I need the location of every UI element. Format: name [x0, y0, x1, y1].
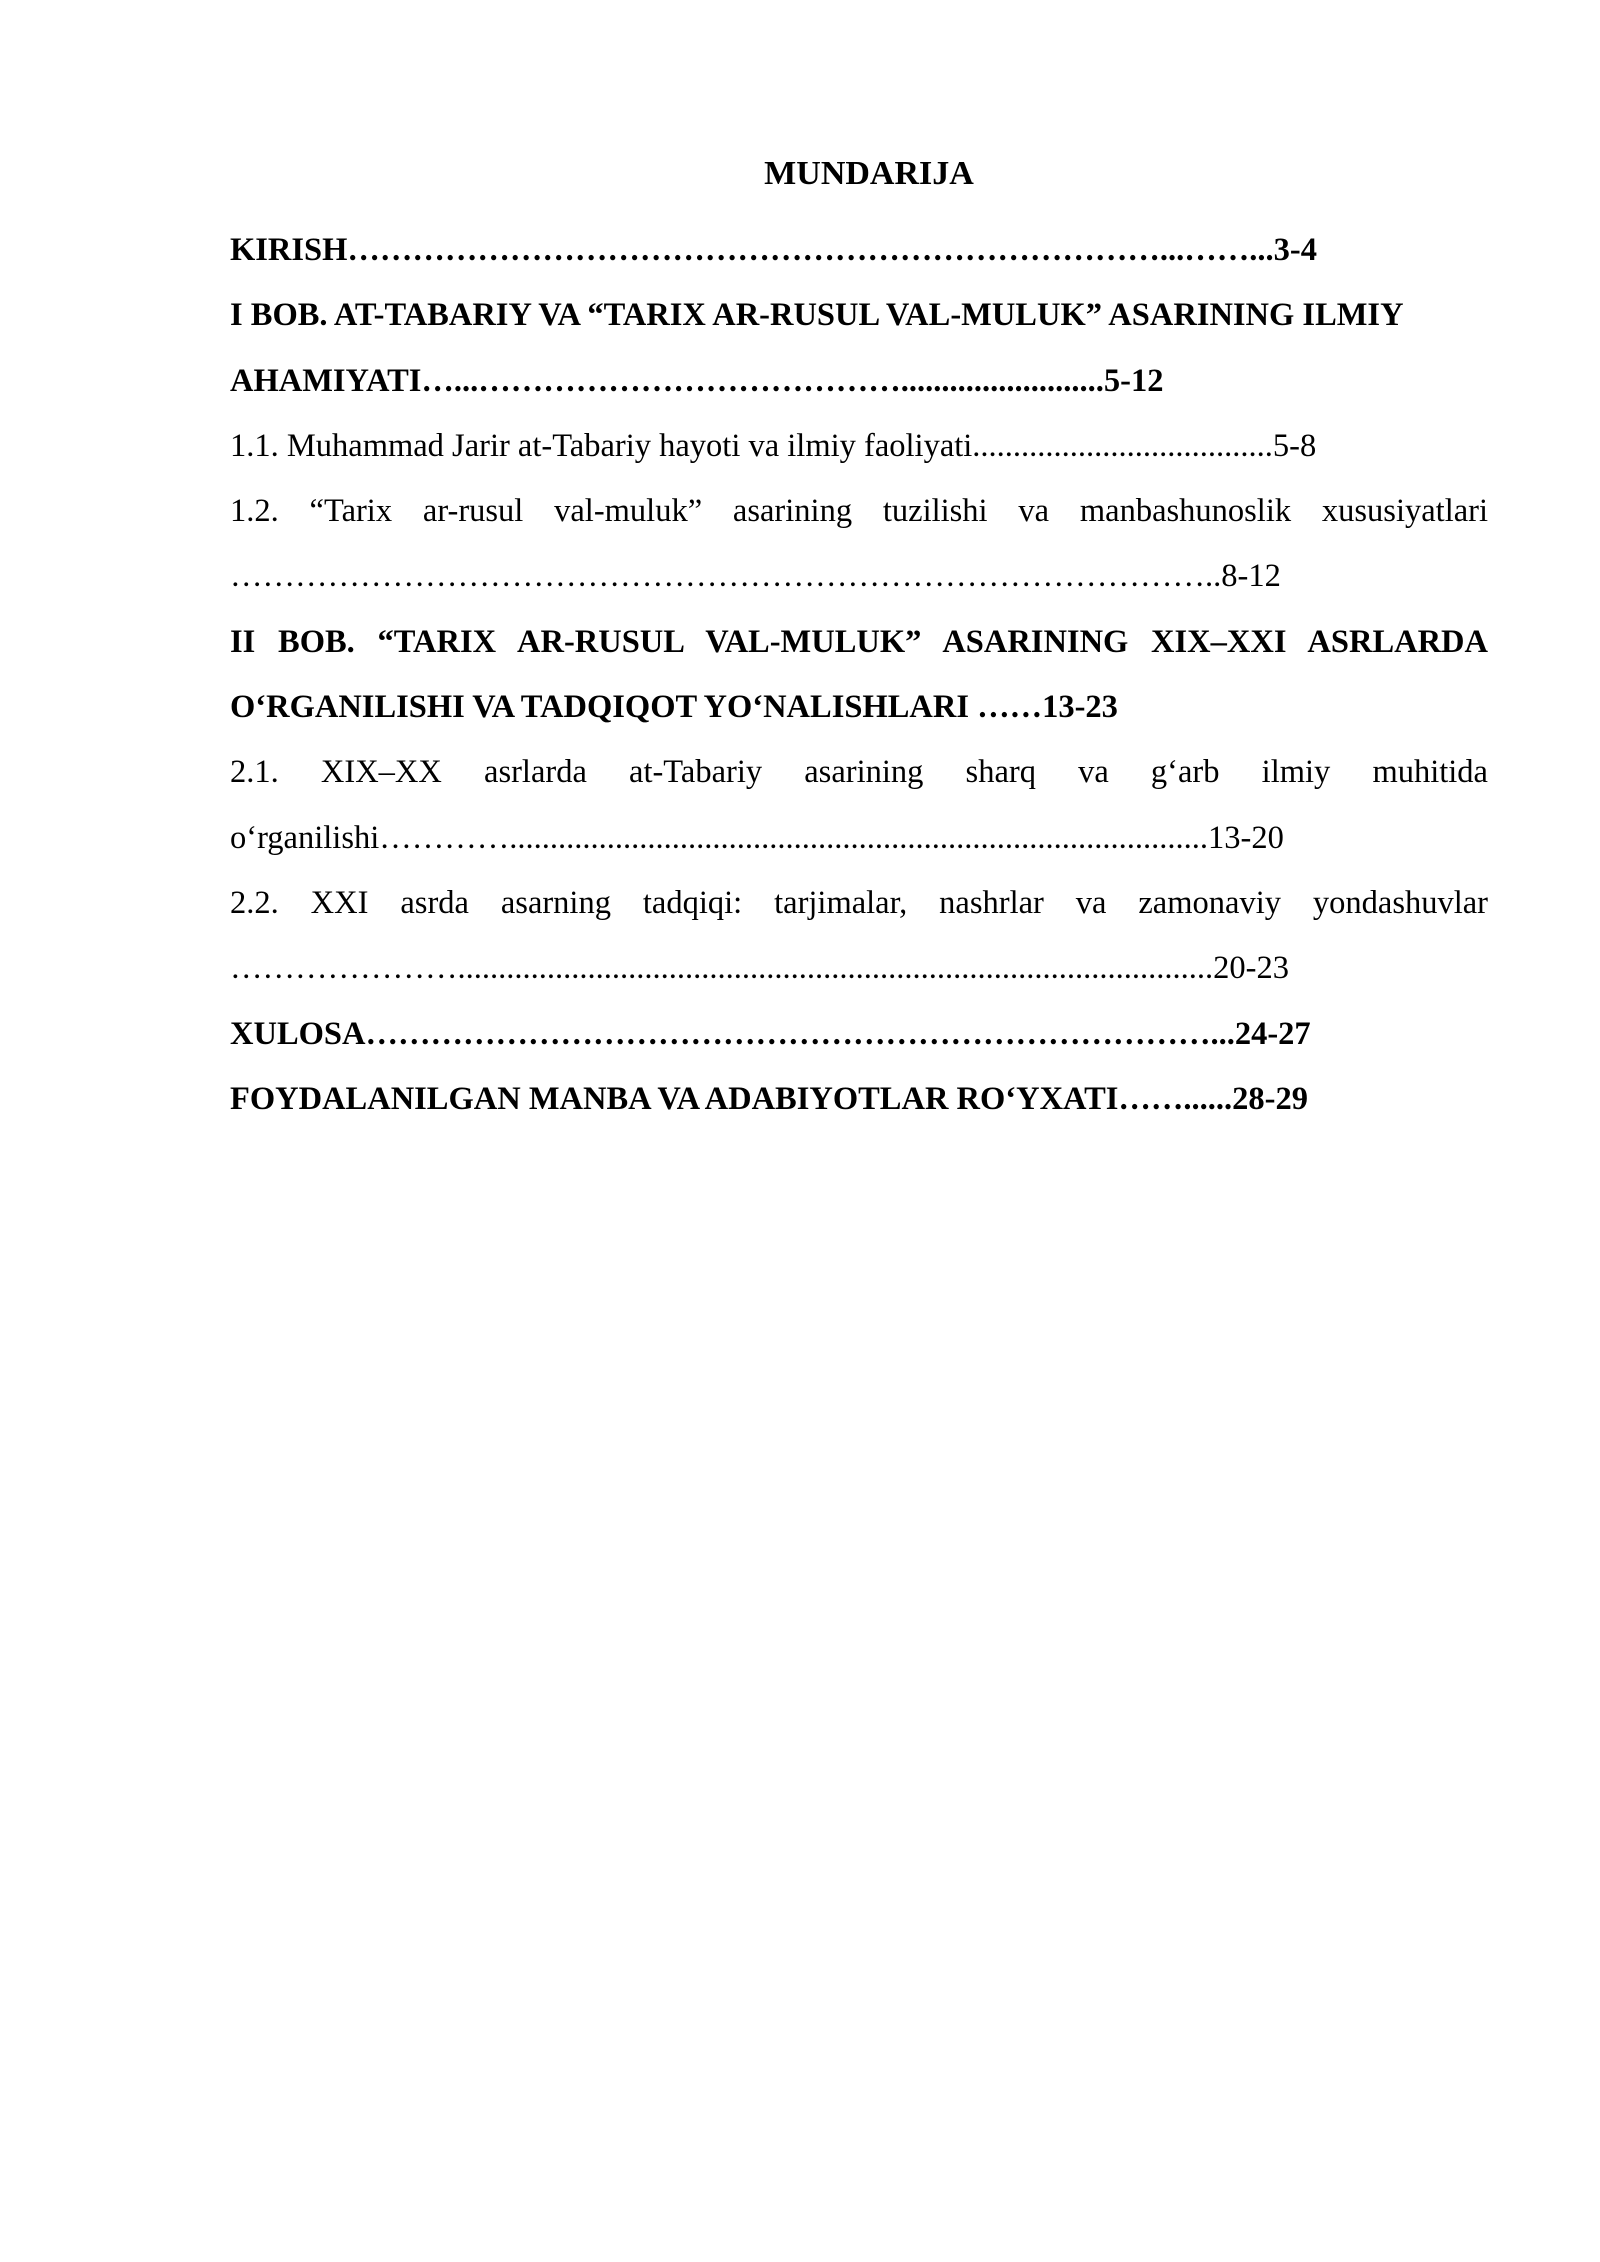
toc-entry-section-2-2: 2.2. XXI asrda asarning tadqiqi: tarjimalar, nashrlar va zamonaviy yondashuvlar ………………….............................................................................................20-23 — [230, 884, 1488, 987]
toc-list — [230, 218, 1488, 1132]
page-title: MUNDARIJA — [764, 155, 974, 192]
toc-entry-section-1-2: 1.2. “Tarix ar-rusul val-muluk” asarining tuzilishi va manbashunoslik xususiyatlari ………………………………………………………………………………..8-12 — [230, 493, 1488, 595]
toc-entry-section-2-1: 2.1. XIX–XX asrlarda at-Tabariy asarining sharq va g‘arb ilmiy muhitida o‘rganilishi…………......................................................................................13-20 — [230, 754, 1488, 856]
toc-entry-section-1-1: 1.1. Muhammad Jarir at-Tabariy hayoti va ilmiy faoliyati.....................................5-8 — [230, 427, 1317, 464]
toc-entry-chapter-1: I BOB. AT-TABARIY VA “TARIX AR-RUSUL VAL-MULUK” ASARINING ILMIY AHAMIYATI…...………………………………….........................5-12 — [230, 297, 1403, 399]
toc-entry-chapter-2: II BOB. “TARIX AR-RUSUL VAL-MULUK” ASARINING XIX–XXI ASRLARDA O‘RGANILISHI VA TADQIQOT YO‘NALISHLARI ……13-23 — [230, 623, 1488, 726]
toc-entry-kirish: KIRISH…………………………………………………………………...……...3-4 — [230, 232, 1317, 268]
toc-entry-references: FOYDALANILGAN MANBA VA ADABIYOTLAR RO‘YXATI……......28-29 — [230, 1080, 1309, 1117]
table-of-contents — [230, 150, 1488, 1132]
toc-entry-xulosa: XULOSA……………………………………………………………………...24-27 — [230, 1015, 1311, 1052]
